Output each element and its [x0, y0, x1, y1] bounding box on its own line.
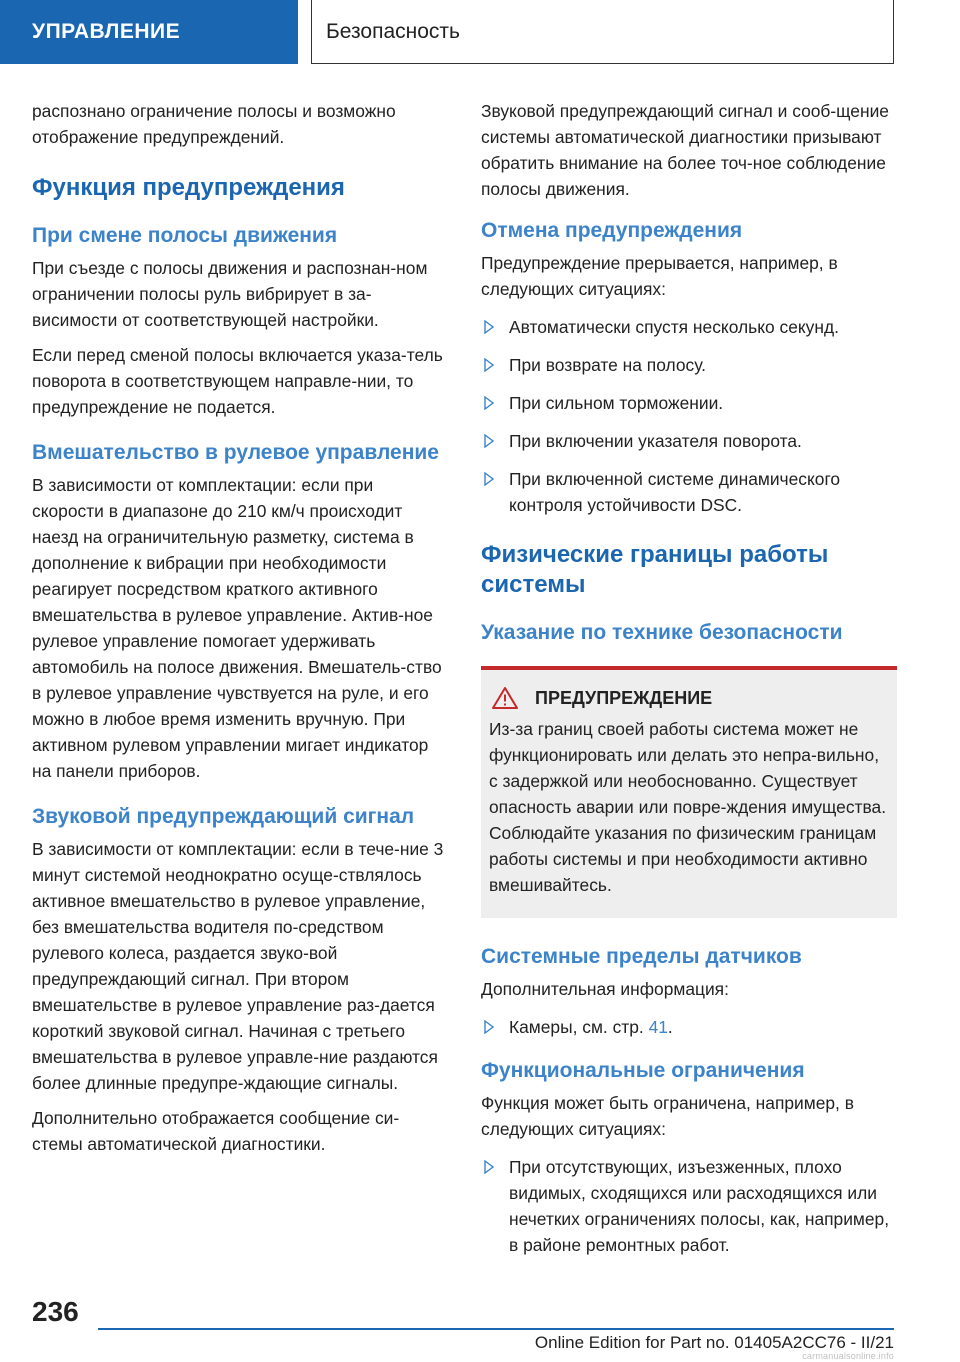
- chapter-label: УПРАВЛЕНИЕ: [32, 20, 181, 43]
- list-item-text: При сильном торможении.: [509, 393, 724, 413]
- footer-divider: [98, 1328, 894, 1330]
- triangle-bullet-icon: [484, 1160, 494, 1174]
- watermark: carmanualsonline.info: [802, 1351, 894, 1361]
- triangle-bullet-icon: [484, 1020, 494, 1034]
- warning-title: ПРЕДУПРЕЖДЕНИЕ: [535, 687, 713, 708]
- list-item-text: Автоматически спустя несколько секунд.: [509, 317, 839, 337]
- heading-acoustic-signal: Звуковой предупреждающий сигнал: [32, 805, 415, 828]
- paragraph: При съезде с полосы движения и распознан-ном ограничении полосы руль вибрирует в за-висимости от соответствующей настройки.: [32, 258, 428, 330]
- edition-label: Online Edition for Part no. 01405A2CC76 - II/21: [534, 1333, 894, 1352]
- list-item: [481, 466, 897, 518]
- heading-physical-limits: Физические границы работы системы: [481, 541, 829, 598]
- warning-text: Из-за границ своей работы система может не функционировать или делать это непра-вильно, с задержкой или необоснованно. Существует опасность аварии или повре-ждения имущества. Соблюдайте указания по физическим границам работы системы и при необходимости активно вмешивайтесь.: [489, 719, 887, 895]
- section-label: Безопасность: [326, 19, 460, 43]
- list-item-text: Камеры, см. стр.: [509, 1017, 649, 1037]
- list-item: [481, 314, 897, 340]
- warning-triangle-icon: [491, 686, 519, 710]
- heading-sensor-limits: Системные пределы датчиков: [481, 945, 802, 968]
- func-limits-list: [481, 1154, 897, 1258]
- paragraph: Звуковой предупреждающий сигнал и сооб-щение системы автоматической диагностики призывают обратить внимание на более точ-ное соблюдение полосы движения.: [481, 101, 889, 199]
- right-column: [481, 98, 897, 1270]
- paragraph: распознано ограничение полосы и возможно отображение предупреждений.: [32, 101, 396, 147]
- triangle-bullet-icon: [484, 320, 494, 334]
- list-item: [481, 428, 897, 454]
- paragraph: Дополнительная информация:: [481, 979, 729, 999]
- section-header: [311, 0, 894, 64]
- paragraph: Дополнительно отображается сообщение си-стемы автоматической диагностики.: [32, 1108, 400, 1154]
- warning-box: [481, 666, 897, 918]
- heading-warning-function: Функция предупреждения: [32, 174, 345, 201]
- list-item-end: .: [667, 1017, 673, 1037]
- heading-functional-limits: Функциональные ограничения: [481, 1059, 805, 1082]
- list-item-text: При включении указателя поворота.: [509, 431, 802, 451]
- page-link[interactable]: 41: [648, 1017, 668, 1037]
- left-column: [32, 98, 448, 1166]
- heading-cancel-warning: Отмена предупреждения: [481, 219, 743, 242]
- list-item: [481, 390, 897, 416]
- paragraph: В зависимости от комплектации: если при скорости в диапазоне до 210 км/ч происходит наезд на ограничительную разметку, система в дополнение к вибрации при необходимости реагирует посредством краткого активного вмешательства в рулевое управление. Актив-ное рулевое управление помогает удерживать автомобиль на полосе движения. Вмешатель-ство в рулевое управление чувствуется на руле, и его можно в любое время изменить вручную. При активном рулевом управлении мигает индикатор на панели приборов.: [32, 475, 442, 781]
- triangle-bullet-icon: [484, 396, 494, 410]
- triangle-bullet-icon: [484, 358, 494, 372]
- list-item: [481, 352, 897, 378]
- page-number: 236: [32, 1296, 79, 1327]
- paragraph: В зависимости от комплектации: если в тече-ние 3 минут системой неоднократно осуще-ствлялось активное вмешательство в рулевое управление, без вмешательства водителя по-средством рулевого колеса, раздается звуко-вой предупреждающий сигнал. При втором вмешательстве в рулевое управление раз-дается короткий звуковой сигнал. Начиная с третьего вмешательства в рулевое управле-ние раздаются более длинные предупре-ждающие сигналы.: [32, 839, 444, 1093]
- triangle-bullet-icon: [484, 472, 494, 486]
- cancel-list: [481, 314, 897, 518]
- heading-lane-change: При смене полосы движения: [32, 224, 338, 247]
- warning-header: [489, 686, 889, 710]
- list-item: [481, 1154, 897, 1258]
- list-item-text: При включенной системе динамического контроля устойчивости DSC.: [509, 469, 841, 515]
- paragraph: Если перед сменой полосы включается указа-тель поворота в соответствующем направле-нии, то предупреждение не подается.: [32, 345, 443, 417]
- list-item-text: При возврате на полосу.: [509, 355, 706, 375]
- list-item-text: При отсутствующих, изъезженных, плохо видимых, сходящихся или расходящихся или нечетких ограничениях полосы, как, например, в районе ремонтных работ.: [509, 1157, 890, 1255]
- paragraph: Функция может быть ограничена, например, в следующих ситуациях:: [481, 1093, 854, 1139]
- paragraph: Предупреждение прерывается, например, в следующих ситуациях:: [481, 253, 838, 299]
- chapter-tab[interactable]: [0, 0, 298, 64]
- heading-safety-note: Указание по технике безопасности: [481, 621, 843, 644]
- sensor-list: [481, 1014, 897, 1040]
- triangle-bullet-icon: [484, 434, 494, 448]
- heading-steering-intervention: Вмешательство в рулевое управление: [32, 441, 439, 464]
- list-item: [481, 1014, 897, 1040]
